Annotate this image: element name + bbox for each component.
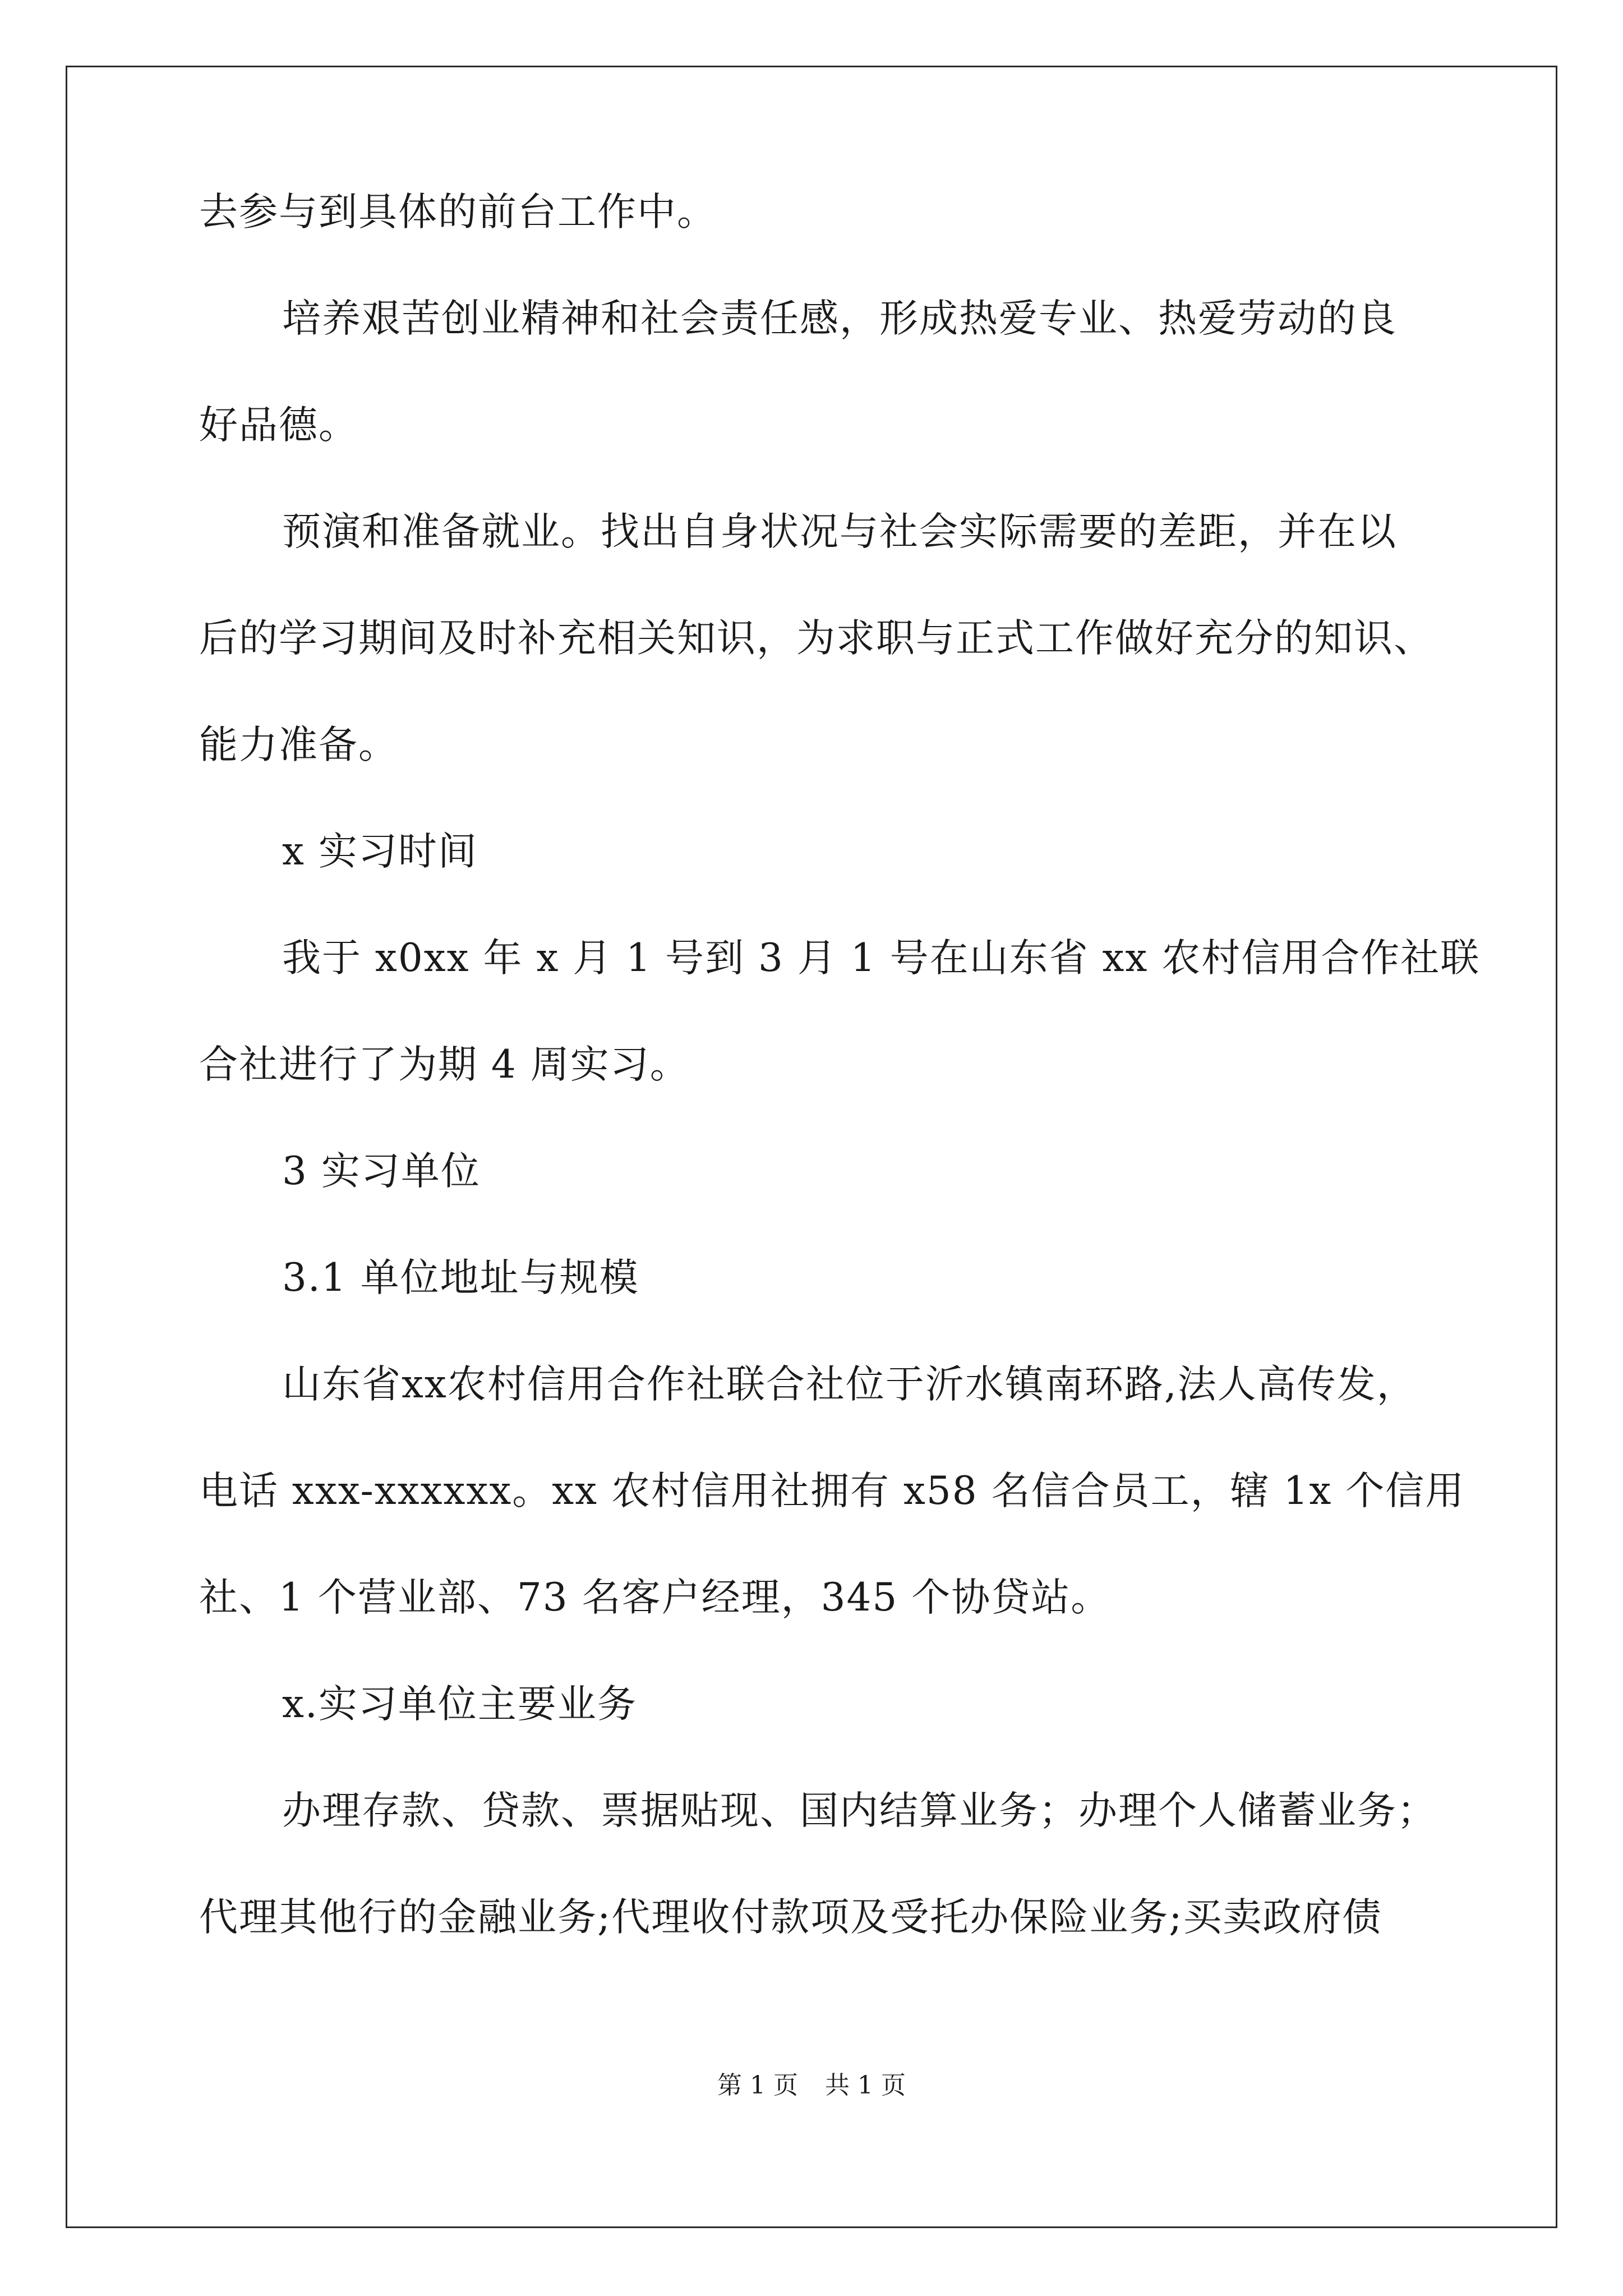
paragraph-line: 山东省xx农村信用合作社联合社位于沂水镇南环路,法人高传发， [282, 1362, 1417, 1407]
page-total: 共 1 页 [825, 2071, 906, 2100]
paragraph-line: 代理其他行的金融业务;代理收付款项及受托办保险业务;买卖政府债 [199, 1895, 1382, 1940]
section-heading: 3 实习单位 [282, 1149, 481, 1194]
paragraph-line: 能力准备。 [199, 723, 398, 767]
page-footer [0, 2069, 1623, 2102]
paragraph-line: 我于 x0xx 年 x 月 1 号到 3 月 1 号在山东省 xx 农村信用合作社联 [282, 936, 1481, 981]
paragraph-line: 好品德。 [199, 403, 358, 448]
section-heading: x 实习时间 [282, 829, 478, 874]
paragraph-line: 培养艰苦创业精神和社会责任感，形成热爱专业、热爱劳动的良 [282, 296, 1397, 341]
section-heading: 3.1 单位地址与规模 [282, 1255, 639, 1300]
page-number: 第 1 页 [717, 2071, 798, 2100]
paragraph-line: 预演和准备就业。找出自身状况与社会实际需要的差距，并在以 [282, 509, 1397, 554]
paragraph-line: 合社进行了为期 4 周实习。 [199, 1042, 690, 1087]
paragraph-line: 办理存款、贷款、票据贴现、国内结算业务；办理个人储蓄业务； [282, 1788, 1437, 1833]
paragraph-line: 社、1 个营业部、73 名客户经理，345 个协贷站。 [199, 1575, 1111, 1620]
paragraph-line: 去参与到具体的前台工作中。 [199, 190, 717, 234]
paragraph-line: 电话 xxx-xxxxxx。xx 农村信用社拥有 x58 名信合员工，辖 1x 个信用 [199, 1469, 1465, 1513]
section-heading: x.实习单位主要业务 [282, 1682, 637, 1727]
paragraph-line: 后的学习期间及时补充相关知识，为求职与正式工作做好充分的知识、 [199, 616, 1433, 661]
